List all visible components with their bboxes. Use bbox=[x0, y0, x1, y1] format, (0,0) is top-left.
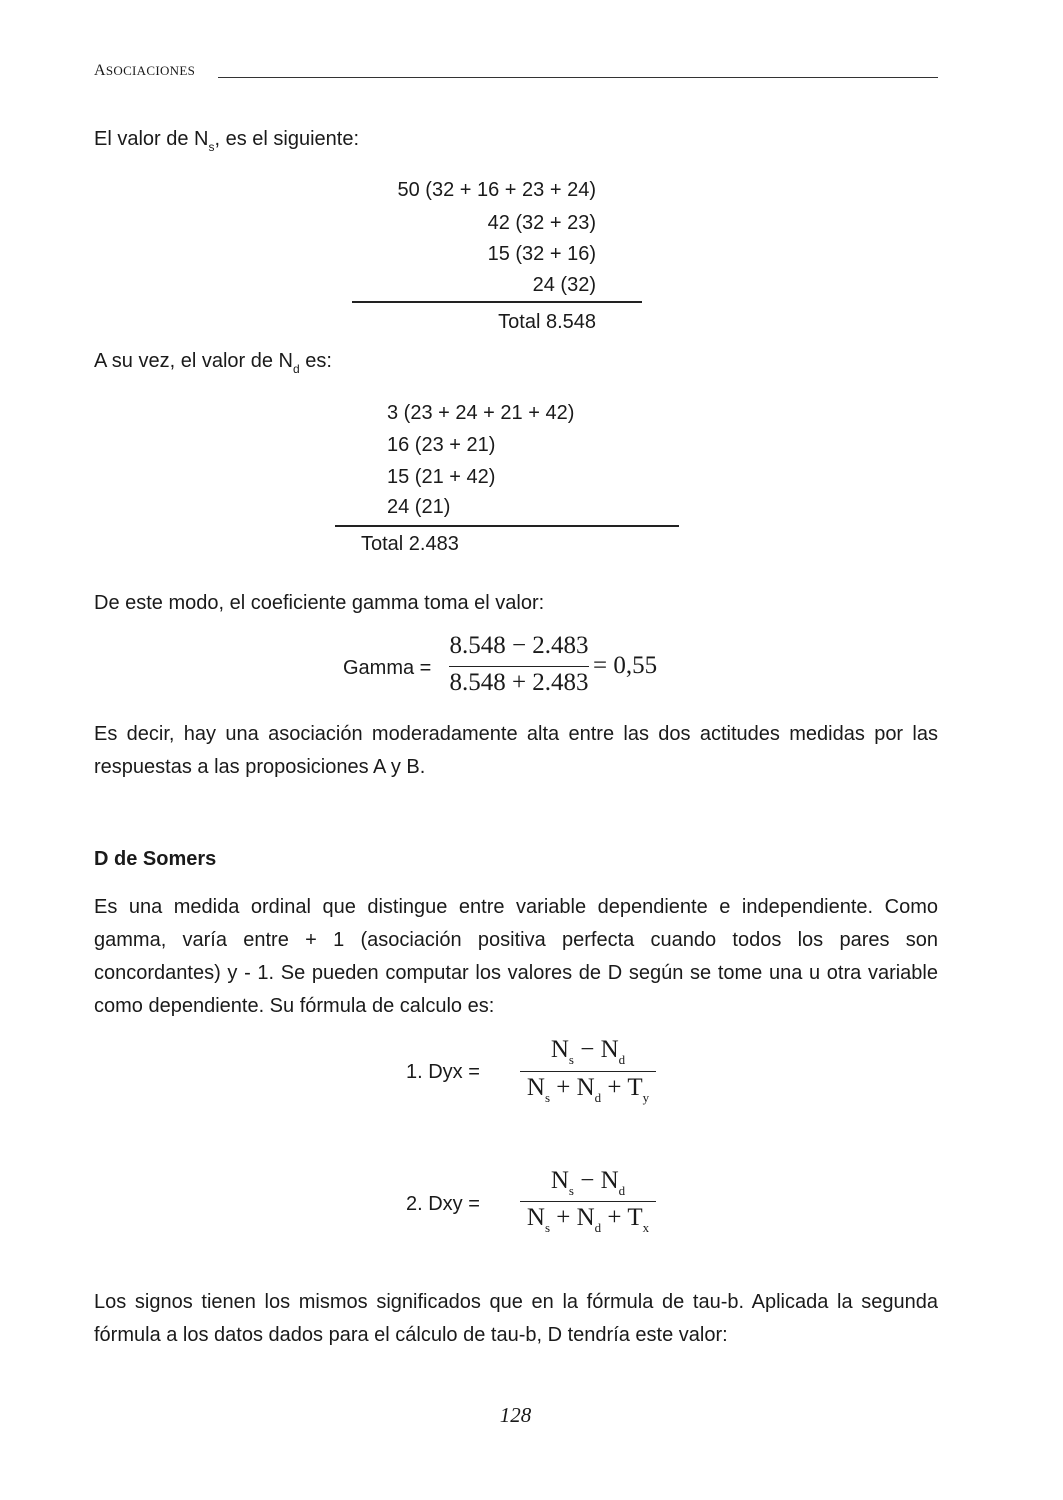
plus-sign: + bbox=[607, 1074, 622, 1101]
symbol-n: N bbox=[576, 1074, 595, 1101]
nd-intro-subscript: d bbox=[292, 362, 300, 376]
ns-line-1: 50 (32 + 16 + 23 + 24) bbox=[397, 179, 596, 201]
subscript-d: d bbox=[618, 1183, 626, 1198]
symbol-n: N bbox=[600, 1167, 619, 1194]
gamma-fraction-bar bbox=[449, 666, 589, 667]
nd-line-4: 24 (21) bbox=[387, 496, 451, 518]
nd-sum-rule bbox=[335, 525, 679, 527]
subscript-s: s bbox=[568, 1183, 574, 1198]
running-header-initial: A bbox=[94, 62, 106, 79]
gamma-label: Gamma = bbox=[343, 657, 432, 679]
formula-2-fraction-bar bbox=[520, 1201, 656, 1202]
symbol-t: T bbox=[627, 1204, 643, 1231]
subscript-d: d bbox=[594, 1220, 602, 1235]
plus-sign: + bbox=[556, 1204, 571, 1231]
page-number: 128 bbox=[499, 1403, 532, 1427]
formula-2-denominator bbox=[520, 1204, 656, 1235]
ns-line-3: 15 (32 + 16) bbox=[487, 243, 596, 265]
symbol-n: N bbox=[526, 1204, 545, 1231]
nd-intro-text-end: es: bbox=[299, 350, 332, 372]
header-rule bbox=[218, 77, 938, 78]
ns-intro bbox=[94, 128, 360, 154]
plus-sign: + bbox=[556, 1074, 571, 1101]
subscript-s: s bbox=[544, 1220, 550, 1235]
subscript-x: x bbox=[642, 1220, 650, 1235]
subscript-s: s bbox=[568, 1052, 574, 1067]
gamma-denominator: 8.548 + 2.483 bbox=[449, 669, 589, 696]
running-header bbox=[94, 62, 195, 80]
somers-paragraph: Es una medida ordinal que distingue entre variable dependiente e independiente. Como gamma, varía entre + 1 (asociación positiva perfecta cuando todos los pares son concordantes) y - 1. Se pueden computar los valores de D según se tome una u otra variable como dependiente. Su fórmula de calculo es: bbox=[94, 896, 938, 1017]
nd-line-2: 16 (23 + 21) bbox=[387, 434, 496, 456]
symbol-n: N bbox=[550, 1036, 569, 1063]
gamma-intro: De este modo, el coeficiente gamma toma el valor: bbox=[94, 592, 545, 614]
gamma-result: = 0,55 bbox=[593, 652, 658, 679]
formula-1-label: 1. Dyx = bbox=[406, 1061, 480, 1083]
conclusion-paragraph: Es decir, hay una asociación moderadamente alta entre las dos actitudes medidas por las respuestas a las proposiciones A y B. bbox=[94, 723, 938, 778]
ns-total: Total 8.548 bbox=[498, 311, 596, 333]
nd-intro-text: A su vez, el valor de N bbox=[94, 350, 293, 372]
minus-sign: − bbox=[580, 1036, 595, 1063]
nd-line-3: 15 (21 + 42) bbox=[387, 466, 496, 488]
running-header-rest: SOCIACIONES bbox=[105, 63, 196, 78]
subscript-s: s bbox=[544, 1090, 550, 1105]
final-paragraph: Los signos tienen los mismos significados que en la fórmula de tau-b. Aplicada la segunda fórmula a los datos dados para el cálculo de tau-b, D tendría este valor: bbox=[94, 1291, 938, 1346]
nd-total: Total 2.483 bbox=[361, 533, 459, 555]
ns-intro-text-end: , es el siguiente: bbox=[214, 128, 360, 150]
nd-intro bbox=[94, 350, 332, 376]
ns-intro-subscript: s bbox=[208, 140, 215, 154]
formula-1-numerator bbox=[520, 1036, 656, 1067]
plus-sign: + bbox=[607, 1204, 622, 1231]
formula-1-denominator bbox=[520, 1074, 656, 1105]
ns-intro-text: El valor de N bbox=[94, 128, 209, 150]
ns-sum-rule bbox=[352, 301, 642, 303]
formula-2-label: 2. Dxy = bbox=[406, 1193, 480, 1215]
formula-1-fraction-bar bbox=[520, 1071, 656, 1072]
symbol-n: N bbox=[576, 1204, 595, 1231]
symbol-n: N bbox=[550, 1167, 569, 1194]
gamma-numerator: 8.548 − 2.483 bbox=[449, 632, 589, 659]
ns-line-4: 24 (32) bbox=[532, 274, 596, 296]
subscript-d: d bbox=[618, 1052, 626, 1067]
symbol-n: N bbox=[526, 1074, 545, 1101]
formula-2-numerator bbox=[520, 1167, 656, 1198]
ns-line-2: 42 (32 + 23) bbox=[487, 212, 596, 234]
symbol-n: N bbox=[600, 1036, 619, 1063]
minus-sign: − bbox=[580, 1167, 595, 1194]
symbol-t: T bbox=[627, 1074, 643, 1101]
nd-line-1: 3 (23 + 24 + 21 + 42) bbox=[387, 402, 575, 424]
subscript-d: d bbox=[594, 1090, 602, 1105]
subscript-y: y bbox=[642, 1090, 650, 1105]
section-heading-somers: D de Somers bbox=[94, 848, 217, 870]
